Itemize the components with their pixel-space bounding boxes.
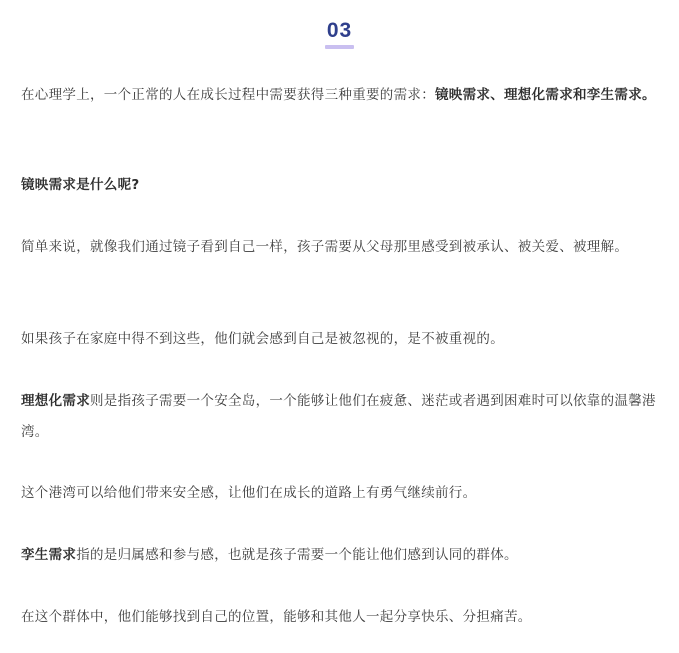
paragraph-mirror-question	[21, 170, 659, 201]
idealizing-text: 则是指孩子需要一个安全岛，一个能够让他们在疲惫、迷茫或者遇到困难时可以依靠的温馨港湾。	[21, 393, 656, 440]
idealizing-term: 理想化需求	[21, 393, 90, 409]
paragraph-idealizing	[21, 386, 659, 448]
mirror-consequence-text: 如果孩子在家庭中得不到这些，他们就会感到自己是被忽视的，是不被重视的。	[21, 331, 504, 347]
mirror-explanation-text: 简单来说，就像我们通过镜子看到自己一样，孩子需要从父母那里感受到被承认、被关爱、被理解。	[21, 239, 629, 255]
mirror-question-heading: 镜映需求是什么呢?	[21, 177, 140, 193]
intro-text: 在心理学上，一个正常的人在成长过程中需要获得三种重要的需求：	[21, 87, 435, 103]
harbor-text: 这个港湾可以给他们带来安全感，让他们在成长的道路上有勇气继续前行。	[21, 485, 477, 501]
section-header	[0, 18, 679, 49]
twinship-text: 指的是归属感和参与感，也就是孩子需要一个能让他们感到认同的群体。	[76, 547, 518, 563]
paragraph-mirror-explanation	[21, 232, 659, 263]
paragraph-mirror-consequence	[21, 324, 659, 355]
paragraph-intro	[21, 80, 659, 111]
paragraph-harbor	[21, 478, 659, 509]
intro-needs-list: 镜映需求、理想化需求和孪生需求。	[435, 87, 656, 103]
twinship-term: 孪生需求	[21, 547, 77, 563]
section-number: 03	[325, 18, 354, 49]
paragraph-twinship	[21, 540, 659, 571]
group-text: 在这个群体中，他们能够找到自己的位置，能够和其他人一起分享快乐、分担痛苦。	[21, 609, 532, 625]
paragraph-group	[21, 602, 659, 633]
